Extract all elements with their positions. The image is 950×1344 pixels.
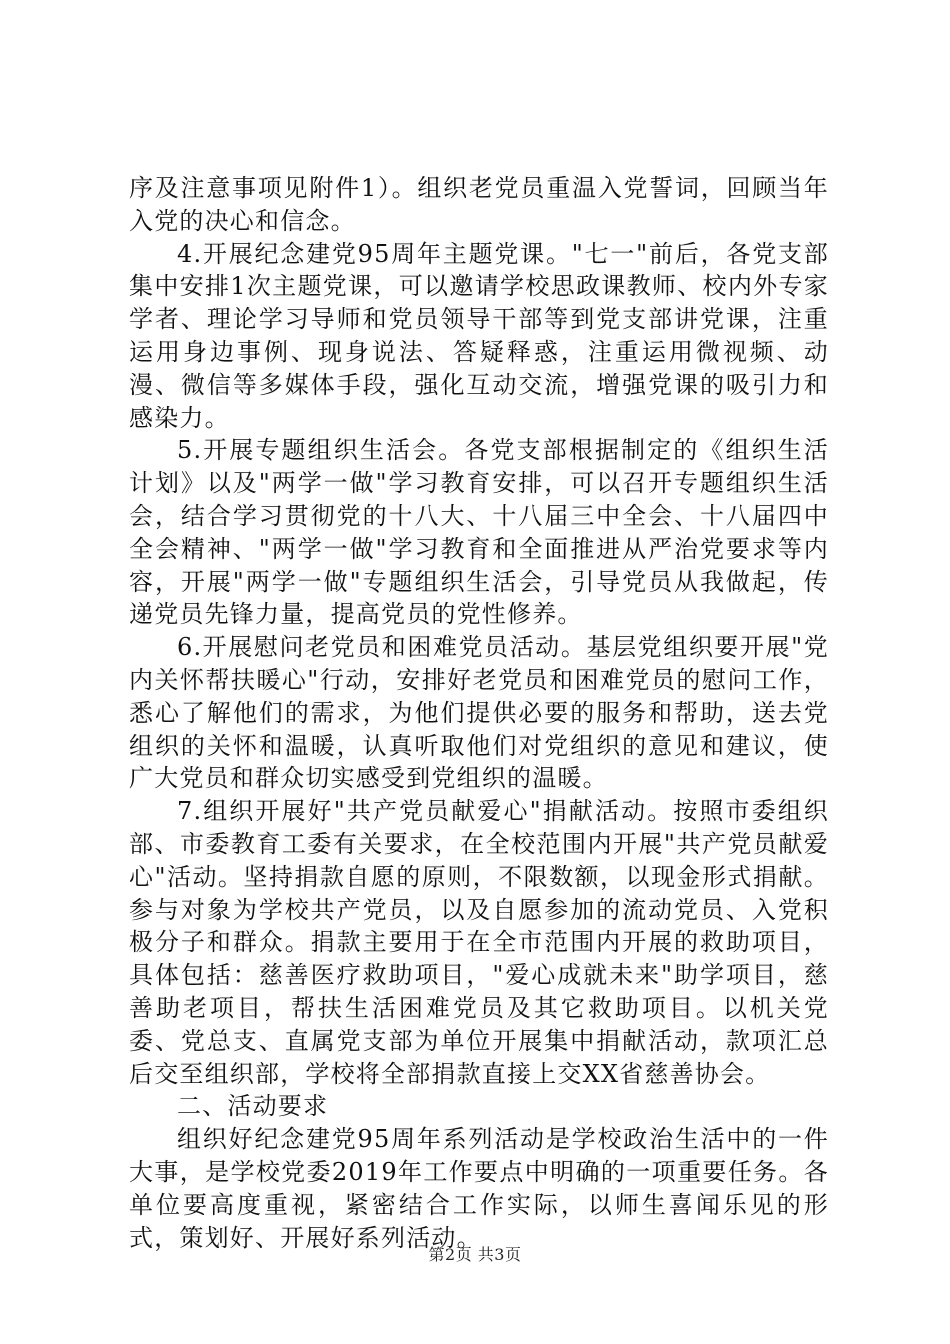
page-number-footer: 第2页 共3页 — [428, 1245, 522, 1264]
paragraph-item-6: 6.开展慰问老党员和困难党员活动。基层党组织要开展"党内关怀帮扶暖心"行动，安排好老党员和困难党员的慰问工作，悉心了解他们的需求，为他们提供必要的服务和帮助，送去党组织的关怀和温暖，认真听取他们对党组织的意见和建议，使广大党员和群众切实感受到党组织的温暖。 — [129, 633, 829, 793]
section-heading: 二、活动要求 — [177, 1092, 329, 1121]
paragraph-item-5: 5.开展专题组织生活会。各党支部根据制定的《组织生活计划》以及"两学一做"学习教育安排，可以召开专题组织生活会，结合学习贯彻党的十八大、十八届三中全会、十八届四中全会精神、"两学一做"学习教育和全面推进从严治党要求等内容，开展"两学一做"专题组织生活会，引导党员从我做起，传递党员先锋力量，提高党员的党性修养。 — [129, 436, 829, 629]
paragraph-item-4: 4.开展纪念建党95周年主题党课。"七一"前后，各党支部集中安排1次主题党课，可以邀请学校思政课教师、校内外专家学者、理论学习导师和党员领导干部等到党支部讲党课，注重运用身边事例、现身说法、答疑释惑，注重运用微视频、动漫、微信等多媒体手段，强化互动交流，增强党课的吸引力和感染力。 — [129, 239, 829, 432]
paragraph-item-7: 7.组织开展好"共产党员献爱心"捐献活动。按照市委组织部、市委教育工委有关要求，在全校范围内开展"共产党员献爱心"活动。坚持捐款自愿的原则，不限数额，以现金形式捐献。参与对象为学校共产党员，以及自愿参加的流动党员、入党积极分子和群众。捐款主要用于在全市范围内开展的救助项目，具体包括：慈善医疗救助项目，"爱心成就未来"助学项目，慈善助老项目，帮扶生活困难党员及其它救助项目。以机关党委、党总支、直属党支部为单位开展集中捐献活动，款项汇总后交至组织部，学校将全部捐款直接上交XX省慈善协会。 — [129, 797, 829, 1088]
paragraph-requirements: 组织好纪念建党95周年系列活动是学校政治生活中的一件大事，是学校党委2019年工作要点中明确的一项重要任务。各单位要高度重视，紧密结合工作实际，以师生喜闻乐见的形式，策划好、开展好系列活动。 — [129, 1125, 829, 1252]
document-body — [129, 172, 829, 1254]
paragraph-continuation: 序及注意事项见附件1）。组织老党员重温入党誓词，回顾当年入党的决心和信念。 — [129, 174, 829, 235]
